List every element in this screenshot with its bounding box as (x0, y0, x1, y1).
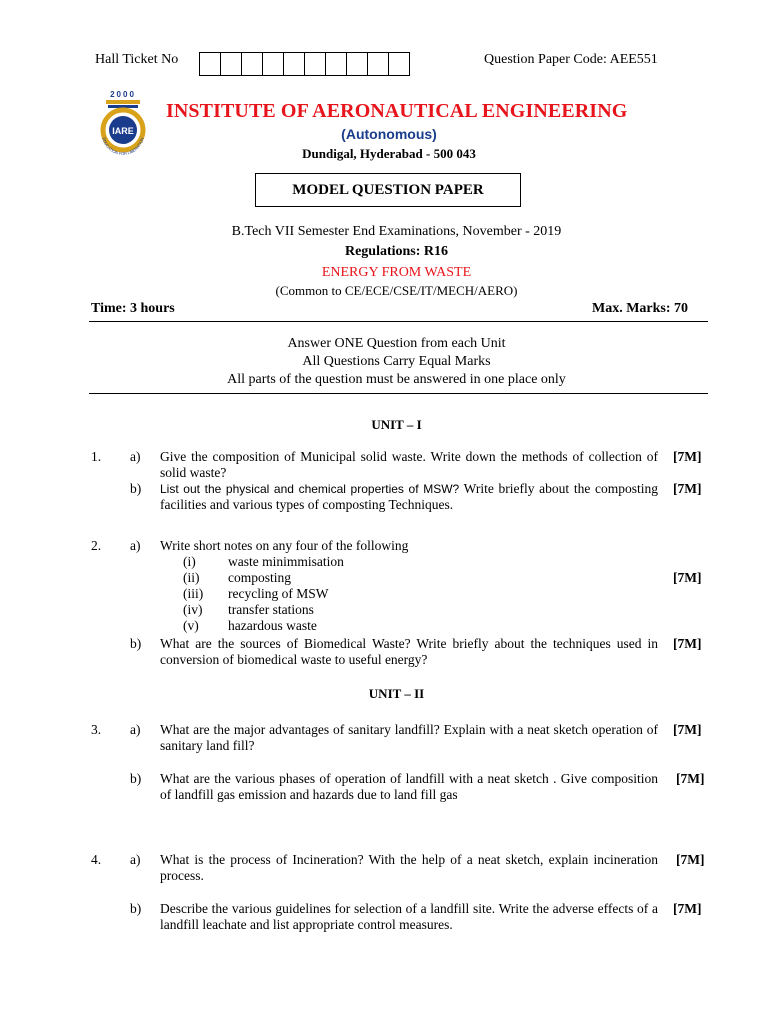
ticket-digit-box[interactable] (388, 52, 410, 76)
question-text: Write short notes on any four of the following (160, 538, 409, 553)
question-part-label: a) (130, 449, 141, 464)
question-part-label: b) (130, 771, 142, 786)
list-item-text: hazardous waste (228, 618, 317, 633)
hall-ticket-boxes[interactable] (200, 52, 410, 76)
list-item-text: composting (228, 570, 291, 585)
unit-heading: UNIT – II (368, 686, 425, 701)
ticket-digit-box[interactable] (304, 52, 326, 76)
question-paper-code: Question Paper Code: AEE551 (484, 52, 658, 67)
question-marks: [7M] (673, 570, 702, 585)
ticket-digit-box[interactable] (220, 52, 242, 76)
question-text: Describe the various guidelines for selection of a landfill site. Write the adverse effects of a landfill leachate and list appropriate control measures. (160, 901, 658, 932)
instruction-line: All Questions Carry Equal Marks (302, 354, 491, 369)
logo-year-text: 2000 (110, 90, 136, 99)
divider-bottom (89, 393, 708, 394)
list-item-number: (iii) (183, 586, 204, 601)
question-text-sans: List out the physical and chemical properties of MSW? (160, 482, 460, 496)
question-part-label: a) (130, 722, 141, 737)
institute-status: (Autonomous) (341, 126, 437, 142)
hall-ticket-label: Hall Ticket No (95, 52, 179, 67)
unit-heading: UNIT – I (371, 417, 422, 432)
logo-motto: EDUCATION FOR LIBERATION (101, 136, 145, 157)
common-to-line: (Common to CE/ECE/CSE/IT/MECH/AERO) (275, 283, 518, 298)
question-part-label: b) (130, 901, 142, 916)
list-item-text: recycling of MSW (228, 586, 329, 601)
question-number: 2. (91, 538, 102, 553)
instruction-line: Answer ONE Question from each Unit (287, 336, 506, 351)
ticket-digit-box[interactable] (346, 52, 368, 76)
regulations-line: Regulations: R16 (344, 244, 449, 259)
question-text-rest: Write briefly about the composting facilities and various types of composting Techniques. (160, 481, 658, 512)
question-marks: [7M] (673, 636, 702, 651)
question-part-label: a) (130, 538, 141, 553)
instruction-line: All parts of the question must be answered in one place only (227, 372, 566, 387)
institute-address: Dundigal, Hyderabad - 500 043 (302, 146, 476, 161)
question-marks: [7M] (676, 771, 705, 786)
question-marks: [7M] (673, 481, 702, 496)
list-item-number: (i) (183, 554, 196, 569)
question-number: 1. (91, 449, 102, 464)
logo-abbrev: IARE (112, 126, 134, 136)
ticket-digit-box[interactable] (367, 52, 389, 76)
list-item-text: waste minimmisation (228, 554, 344, 569)
logo-gold-band (106, 100, 140, 104)
exam-line: B.Tech VII Semester End Examinations, November - 2019 (231, 224, 562, 239)
paper-title: MODEL QUESTION PAPER (292, 181, 484, 198)
question-text (160, 481, 658, 513)
question-marks: [7M] (676, 852, 705, 867)
question-text: Give the composition of Municipal solid waste. Write down the methods of collection of solid waste? (160, 449, 658, 480)
max-marks: Max. Marks: 70 (592, 301, 689, 316)
ticket-digit-box[interactable] (199, 52, 221, 76)
ticket-digit-box[interactable] (262, 52, 284, 76)
question-text: What are the various phases of operation of landfill with a neat sketch . Give composition of landfill gas emission and hazards due to land fill gas (160, 771, 658, 802)
question-part-label: b) (130, 636, 142, 651)
question-text: What is the process of Incineration? With the help of a neat sketch, explain incineration process. (160, 852, 658, 883)
list-item-text: transfer stations (228, 602, 314, 617)
question-number: 3. (91, 722, 102, 737)
question-marks: [7M] (673, 901, 702, 916)
question-marks: [7M] (673, 449, 702, 464)
ticket-digit-box[interactable] (325, 52, 347, 76)
question-part-label: b) (130, 481, 142, 496)
institute-name: INSTITUTE OF AERONAUTICAL ENGINEERING (166, 100, 628, 122)
subject-name: ENERGY FROM WASTE (321, 265, 472, 280)
time-allowed: Time: 3 hours (91, 301, 175, 316)
question-marks: [7M] (673, 722, 702, 737)
paper-title-box (255, 173, 521, 207)
question-text: What are the major advantages of sanitary landfill? Explain with a neat sketch operation of sanitary land fill? (160, 722, 658, 753)
question-text: What are the sources of Biomedical Waste? Write briefly about the techniques used in conversion of biomedical waste to useful energy? (160, 636, 658, 667)
divider-top (89, 321, 708, 322)
list-item-number: (ii) (183, 570, 200, 585)
list-item-number: (v) (183, 618, 199, 633)
question-part-label: a) (130, 852, 141, 867)
ticket-digit-box[interactable] (241, 52, 263, 76)
ticket-digit-box[interactable] (283, 52, 305, 76)
list-item-number: (iv) (183, 602, 203, 617)
question-number: 4. (91, 852, 102, 867)
